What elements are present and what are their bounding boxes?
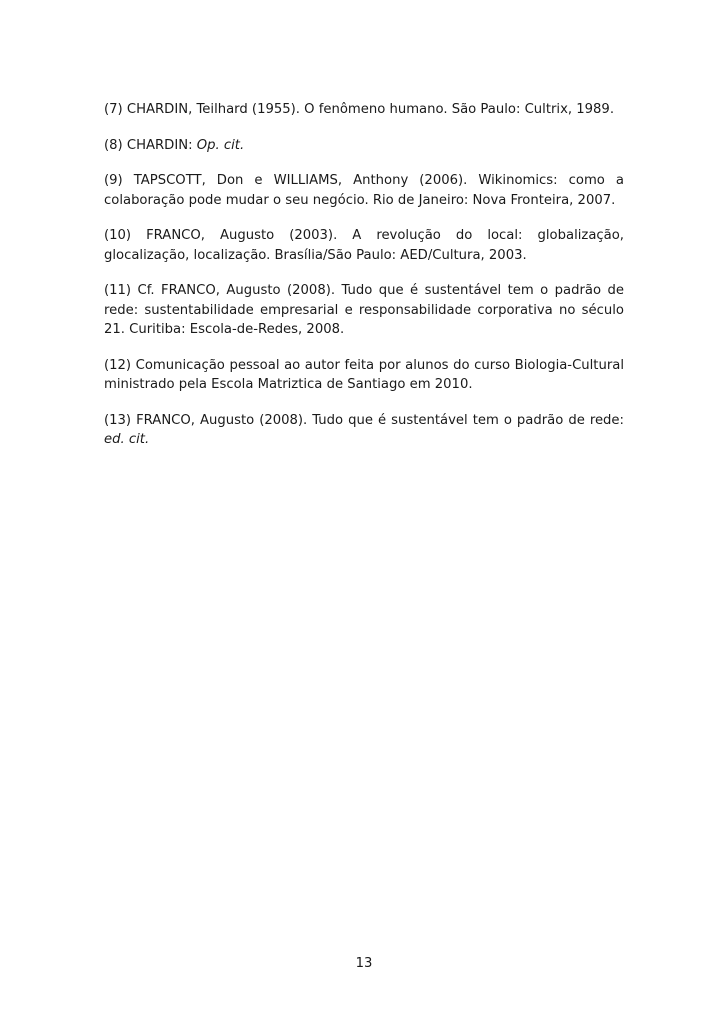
endnote-11 <box>104 281 624 340</box>
page-number: 13 <box>355 956 373 971</box>
endnote-text: (7) CHARDIN, Teilhard (1955). O fenômeno humano. São Paulo: Cultrix, 1989. <box>104 102 615 117</box>
endnotes-list <box>104 100 624 466</box>
endnote-italic-ref: ed. cit. <box>104 432 150 447</box>
endnote-10 <box>104 226 624 265</box>
endnote-12 <box>104 356 624 395</box>
endnote-8 <box>104 136 624 156</box>
endnote-text: (13) FRANCO, Augusto (2008). Tudo que é sustentável tem o padrão de rede: <box>104 412 624 428</box>
endnote-9 <box>104 171 624 210</box>
endnote-7 <box>104 100 624 120</box>
endnote-text: (10) FRANCO, Augusto (2003). A revolução do local: globalização, glocalização, localização. Brasília/São Paulo: AED/Cultura, 2003. <box>104 228 624 263</box>
endnote-text: (11) Cf. FRANCO, Augusto (2008). Tudo que é sustentável tem o padrão de rede: sustentabilidade empresarial e responsabilidade corporativa no século 21. Curitiba: Escola-de-Redes, 2008. <box>104 283 624 337</box>
endnote-text: (9) TAPSCOTT, Don e WILLIAMS, Anthony (2006). Wikinomics: como a colaboração pode mudar o seu negócio. Rio de Janeiro: Nova Fronteira, 2007. <box>104 173 624 208</box>
endnote-text: (12) Comunicação pessoal ao autor feita por alunos do curso Biologia-Cultural ministrado pela Escola Matriztica de Santiago em 2010. <box>104 357 624 392</box>
endnote-text: (8) CHARDIN: <box>104 137 197 153</box>
endnote-13 <box>104 411 624 450</box>
endnote-italic-ref: Op. cit. <box>196 137 245 153</box>
